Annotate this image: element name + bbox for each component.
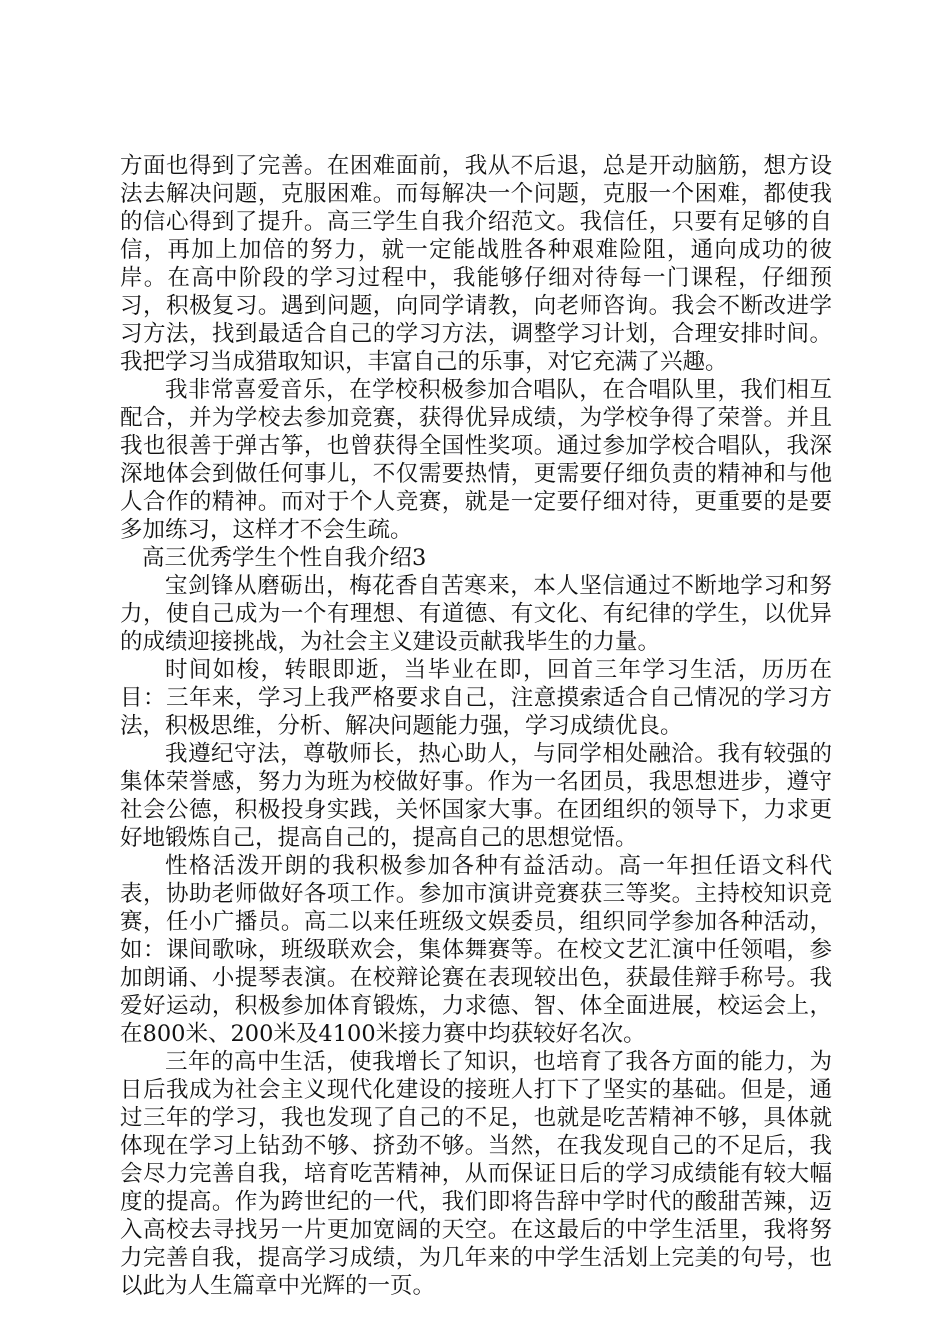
paragraph-1: 方面也得到了完善。在困难面前，我从不后退，总是开动脑筋，想方设法去解决问题，克服困难。而每解决一个问题，克服一个困难，都使我的信心得到了提升。高三学生自我介绍范文。我信任，只要有足够的自信，再加上加倍的努力，就一定能战胜各种艰难险阻，通向成功的彼岸。在高中阶段的学习过程中，我能够仔细对待每一门课程，仔细预习，积极复习。遇到问题，向同学请教，向老师咨询。我会不断改进学习方法，找到最适合自己的学习方法，调整学习计划，合理安排时间。我把学习当成猎取知识，丰富自己的乐事，对它充满了兴趣。 [120, 153, 832, 375]
document-body [120, 152, 832, 1300]
paragraph-5: 我遵纪守法，尊敬师长，热心助人，与同学相处融洽。我有较强的集体荣誉感，努力为班为校做好事。作为一名团员，我思想进步，遵守社会公德，积极投身实践，关怀国家大事。在团组织的领导下，力求更好地锻炼自己，提高自己的，提高自己的思想觉悟。 [120, 741, 832, 851]
paragraph-6: 性格活泼开朗的我积极参加各种有益活动。高一年担任语文科代表，协助老师做好各项工作。参加市演讲竞赛获三等奖。主持校知识竞赛，任小广播员。高二以来任班级文娱委员，组织同学参加各种活动，如：课间歌咏，班级联欢会，集体舞赛等。在校文艺汇演中任领唱，参加朗诵、小提琴表演。在校辩论赛在表现较出色，获最佳辩手称号。我爱好运动，积极参加体育锻炼，力求德、智、体全面进展，校运会上，在800米、200米及4100米接力赛中均获较好名次。 [120, 853, 832, 1047]
paragraph-3: 宝剑锋从磨砺出，梅花香自苦寒来，本人坚信通过不断地学习和努力，使自己成为一个有理想、有道德、有文化、有纪律的学生，以优异的成绩迎接挑战，为社会主义建设贡献我毕生的力量。 [120, 573, 832, 655]
paragraph-7: 三年的高中生活，使我增长了知识，也培育了我各方面的能力，为日后我成为社会主义现代化建设的接班人打下了坚实的基础。但是，通过三年的学习，我也发现了自己的不足，也就是吃苦精神不够，具体就体现在学习上钻劲不够、挤劲不够。当然，在我发现自己的不足后，我会尽力完善自我，培育吃苦精神，从而保证日后的学习成绩能有较大幅度的提高。作为跨世纪的一代，我们即将告辞中学时代的酸甜苦辣，迈入高校去寻找另一片更加宽阔的天空。在这最后的中学生活里，我将努力完善自我，提高学习成绩，为几年来的中学生活划上完美的句号，也以此为人生篇章中光辉的一页。 [120, 1049, 832, 1299]
paragraph-2: 我非常喜爱音乐，在学校积极参加合唱队，在合唱队里，我们相互配合，并为学校去参加竞赛，获得优异成绩，为学校争得了荣誉。并且我也很善于弹古筝，也曾获得全国性奖项。通过参加学校合唱队，我深深地体会到做任何事儿，不仅需要热情，更需要仔细负责的精神和与他人合作的精神。而对于个人竞赛，就是一定要仔细对待，更重要的是要多加练习，这样才不会生疏。 [120, 377, 832, 543]
section-heading: 高三优秀学生个性自我介绍3 [142, 545, 427, 571]
paragraph-4: 时间如梭，转眼即逝，当毕业在即，回首三年学习生活，历历在目：三年来，学习上我严格要求自己，注意摸索适合自己情况的学习方法，积极思维，分析、解决问题能力强，学习成绩优良。 [120, 657, 832, 739]
